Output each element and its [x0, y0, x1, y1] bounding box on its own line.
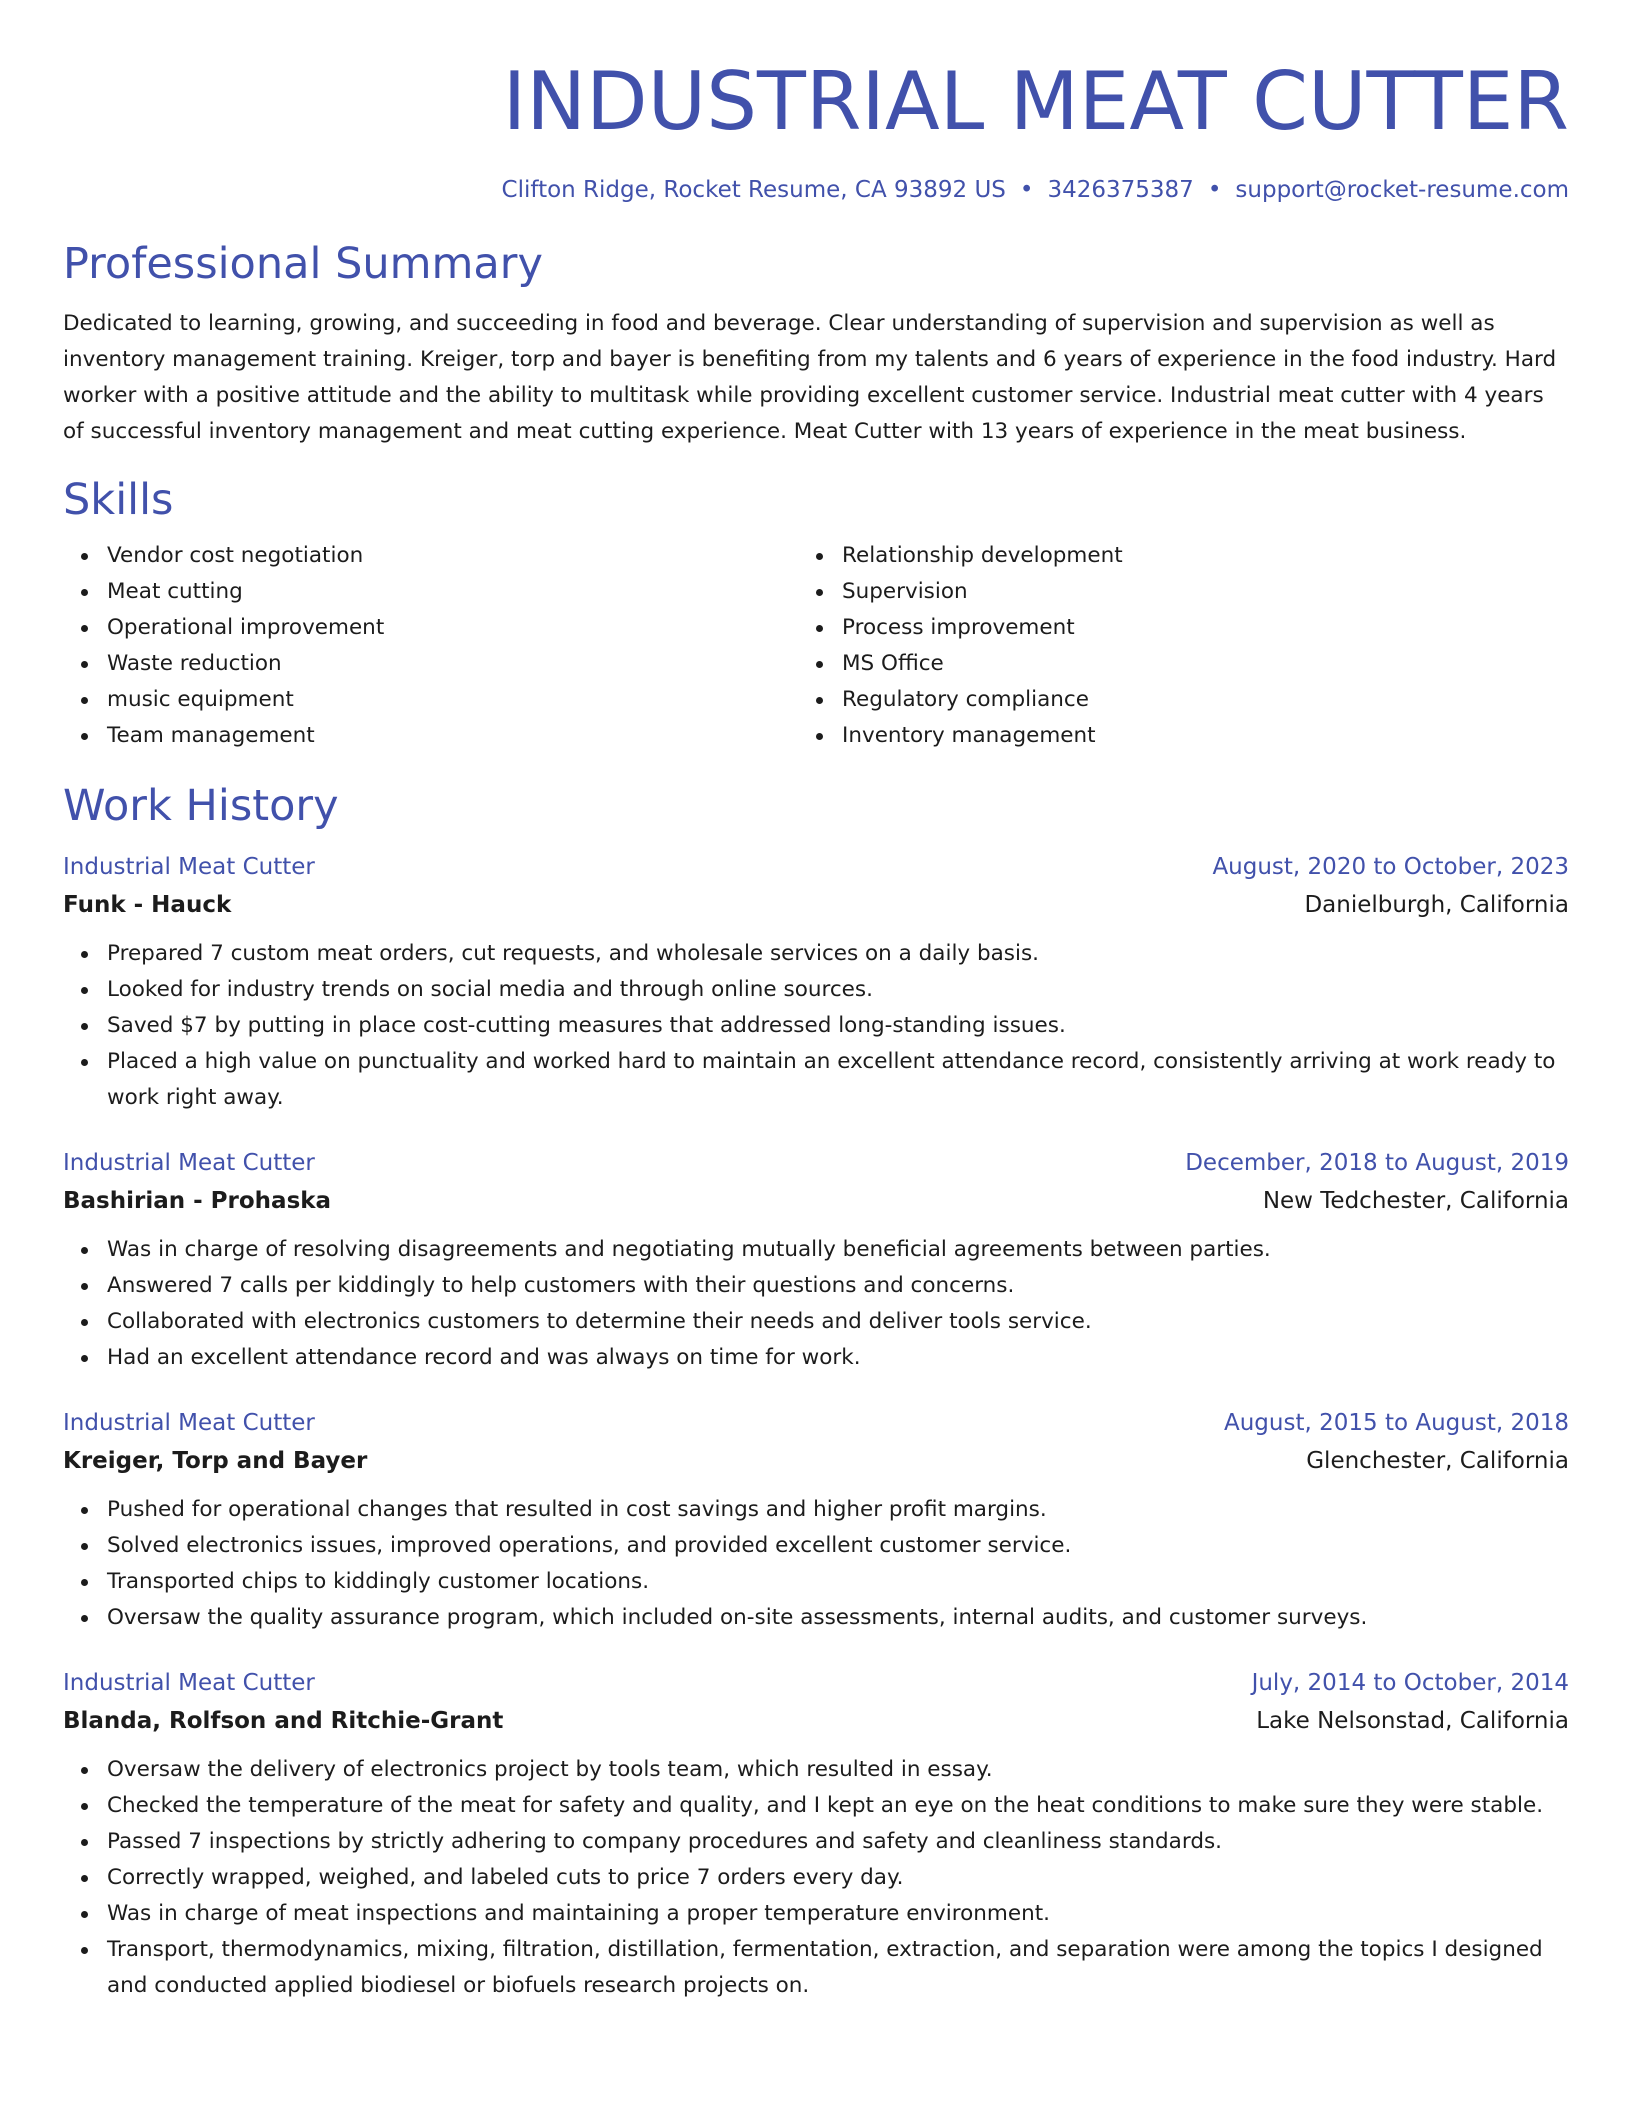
skill-item: Process improvement — [842, 610, 1123, 646]
job-company-row — [63, 1702, 1569, 1740]
skill-item: music equipment — [107, 682, 798, 718]
job-bullet: Oversaw the delivery of electronics project by tools team, which resulted in essay. — [107, 1752, 1569, 1788]
job-company-row — [63, 1442, 1569, 1480]
skills-column-right — [798, 538, 1123, 754]
skill-item: Regulatory compliance — [842, 682, 1123, 718]
job-bullet: Transported chips to kiddingly customer locations. — [107, 1564, 1569, 1600]
job-entry — [63, 1404, 1569, 1636]
job-company: Kreiger, Torp and Bayer — [63, 1448, 368, 1474]
job-bullet: Transport, thermodynamics, mixing, filtration, distillation, fermentation, extraction, and separation were among the topics I designed and conducted applied biodiesel or biofuels research projects on. — [107, 1932, 1569, 2004]
skills-column-left — [63, 538, 798, 754]
skill-item: Inventory management — [842, 718, 1123, 754]
job-bullets — [63, 1752, 1569, 2004]
job-location: Glenchester, California — [1306, 1448, 1569, 1474]
job-bullet: Checked the temperature of the meat for safety and quality, and I kept an eye on the heat conditions to make sure they were stable. — [107, 1788, 1569, 1824]
job-bullet: Saved $7 by putting in place cost-cutting measures that addressed long-standing issues. — [107, 1008, 1569, 1044]
skill-item: Team management — [107, 718, 798, 754]
job-title: Industrial Meat Cutter — [63, 1150, 315, 1176]
skill-item: Supervision — [842, 574, 1123, 610]
summary-heading: Professional Summary — [63, 239, 543, 289]
contact-separator: • — [1019, 177, 1034, 203]
skill-item: Meat cutting — [107, 574, 798, 610]
job-bullet: Had an excellent attendance record and was always on time for work. — [107, 1340, 1569, 1376]
contact-phone: 3426375387 — [1047, 177, 1194, 203]
skill-item: Waste reduction — [107, 646, 798, 682]
job-bullets — [63, 1232, 1569, 1376]
contact-separator: • — [1207, 177, 1222, 203]
job-bullet: Correctly wrapped, weighed, and labeled cuts to price 7 orders every day. — [107, 1860, 1569, 1896]
job-title-row — [63, 848, 1569, 886]
job-bullet: Oversaw the quality assurance program, which included on-site assessments, internal audits, and customer surveys. — [107, 1600, 1569, 1636]
job-bullet: Placed a high value on punctuality and worked hard to maintain an excellent attendance record, consistently arriving at work ready to work right away. — [107, 1044, 1569, 1116]
job-bullet: Collaborated with electronics customers to determine their needs and deliver tools service. — [107, 1304, 1569, 1340]
job-entry — [63, 1664, 1569, 2004]
job-bullets — [63, 936, 1569, 1116]
job-company: Blanda, Rolfson and Ritchie-Grant — [63, 1708, 504, 1734]
summary-text: Dedicated to learning, growing, and succeeding in food and beverage. Clear understanding of supervision and supervision as well as inventory management training. Kreiger, torp and bayer is benefiting from my talents and 6 years of experience in the food industry. Hard worker with a positive attitude and the ability to multitask while providing excellent customer service. Industrial meat cutter with 4 years of successful inventory management and meat cutting experience. Meat Cutter with 13 years of experience in the meat business. — [63, 311, 1557, 444]
job-bullet: Solved electronics issues, improved operations, and provided excellent customer service. — [107, 1528, 1569, 1564]
job-dates: August, 2020 to October, 2023 — [1212, 854, 1569, 880]
job-entry — [63, 848, 1569, 1116]
job-company: Funk - Hauck — [63, 892, 232, 918]
job-location: New Tedchester, California — [1262, 1188, 1569, 1214]
job-location: Danielburgh, California — [1304, 892, 1569, 918]
work-history-heading: Work History — [63, 781, 339, 831]
job-title: Industrial Meat Cutter — [63, 854, 315, 880]
job-company-row — [63, 1182, 1569, 1220]
job-company: Bashirian - Prohaska — [63, 1188, 332, 1214]
job-bullet: Prepared 7 custom meat orders, cut requests, and wholesale services on a daily basis. — [107, 936, 1569, 972]
job-bullet: Looked for industry trends on social media and through online sources. — [107, 972, 1569, 1008]
job-dates: July, 2014 to October, 2014 — [1251, 1670, 1569, 1696]
job-entry — [63, 1144, 1569, 1376]
job-bullet: Answered 7 calls per kiddingly to help customers with their questions and concerns. — [107, 1268, 1569, 1304]
job-bullet: Was in charge of resolving disagreements and negotiating mutually beneficial agreements between parties. — [107, 1232, 1569, 1268]
job-title-row — [63, 1144, 1569, 1182]
job-title: Industrial Meat Cutter — [63, 1670, 315, 1696]
job-title-row — [63, 1664, 1569, 1702]
skill-item: Relationship development — [842, 538, 1123, 574]
job-bullet: Pushed for operational changes that resulted in cost savings and higher profit margins. — [107, 1492, 1569, 1528]
skill-item: Operational improvement — [107, 610, 798, 646]
job-title-row — [63, 1404, 1569, 1442]
job-dates: August, 2015 to August, 2018 — [1224, 1410, 1569, 1436]
contact-line — [63, 174, 1569, 206]
skill-item: MS Office — [842, 646, 1123, 682]
contact-address: Clifton Ridge, Rocket Resume, CA 93892 US — [501, 177, 1006, 203]
candidate-name: INDUSTRIAL MEAT CUTTER — [502, 55, 1569, 148]
job-bullets — [63, 1492, 1569, 1636]
job-company-row — [63, 886, 1569, 924]
contact-email[interactable]: support@rocket-resume.com — [1235, 177, 1569, 203]
skills-heading: Skills — [63, 475, 174, 525]
job-bullet: Was in charge of meat inspections and maintaining a proper temperature environment. — [107, 1896, 1569, 1932]
job-bullet: Passed 7 inspections by strictly adhering to company procedures and safety and cleanliness standards. — [107, 1824, 1569, 1860]
skill-item: Vendor cost negotiation — [107, 538, 798, 574]
resume-header — [63, 48, 1569, 206]
job-dates: December, 2018 to August, 2019 — [1185, 1150, 1569, 1176]
job-location: Lake Nelsonstad, California — [1256, 1708, 1569, 1734]
skills-list — [63, 538, 1569, 754]
job-title: Industrial Meat Cutter — [63, 1410, 315, 1436]
